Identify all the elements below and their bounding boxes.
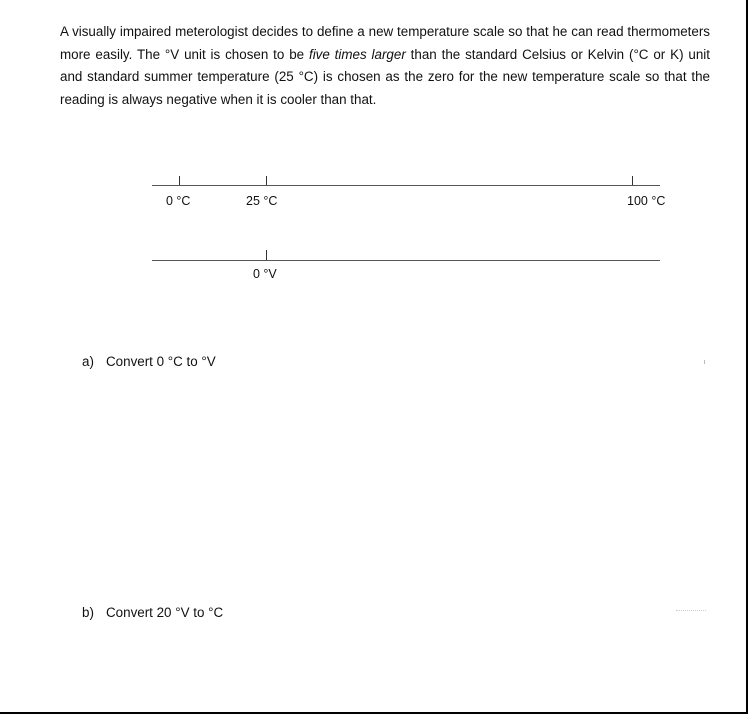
celsius-tick-100: [632, 176, 633, 185]
question-a: [82, 354, 216, 369]
problem-emphasis: five times larger: [308, 46, 406, 62]
celsius-label-25: 25 °C: [246, 194, 278, 208]
question-b-letter: b): [82, 605, 94, 620]
celsius-tick-0: [179, 176, 180, 185]
faint-mark-a: [704, 360, 705, 364]
question-b: [82, 605, 223, 620]
celsius-scale-line: [152, 185, 660, 186]
v-label-0: 0 °V: [253, 267, 277, 281]
question-a-letter: a): [82, 354, 94, 369]
question-a-text: Convert 0 °C to °V: [106, 354, 216, 369]
faint-mark-b: [676, 610, 706, 612]
problem-text-part1: A visually impaired meterologist decides to define a new temperature scale so that he can read thermometers more easily. The °V unit is chosen to be: [60, 24, 710, 62]
celsius-label-0: 0 °C: [166, 194, 191, 208]
v-scale-line: [152, 260, 660, 261]
problem-text-part2: than the standard Celsius or Kelvin (°C or K) unit and standard summer temperature (25 °C) is chosen as the zero for the new temperature scale so that the reading is always negative when it is cooler than that.: [60, 46, 710, 107]
question-b-text: Convert 20 °V to °C: [106, 605, 224, 620]
problem-statement: [60, 21, 710, 111]
v-tick-0: [266, 250, 267, 260]
celsius-label-100: 100 °C: [627, 194, 666, 208]
celsius-tick-25: [266, 176, 267, 185]
